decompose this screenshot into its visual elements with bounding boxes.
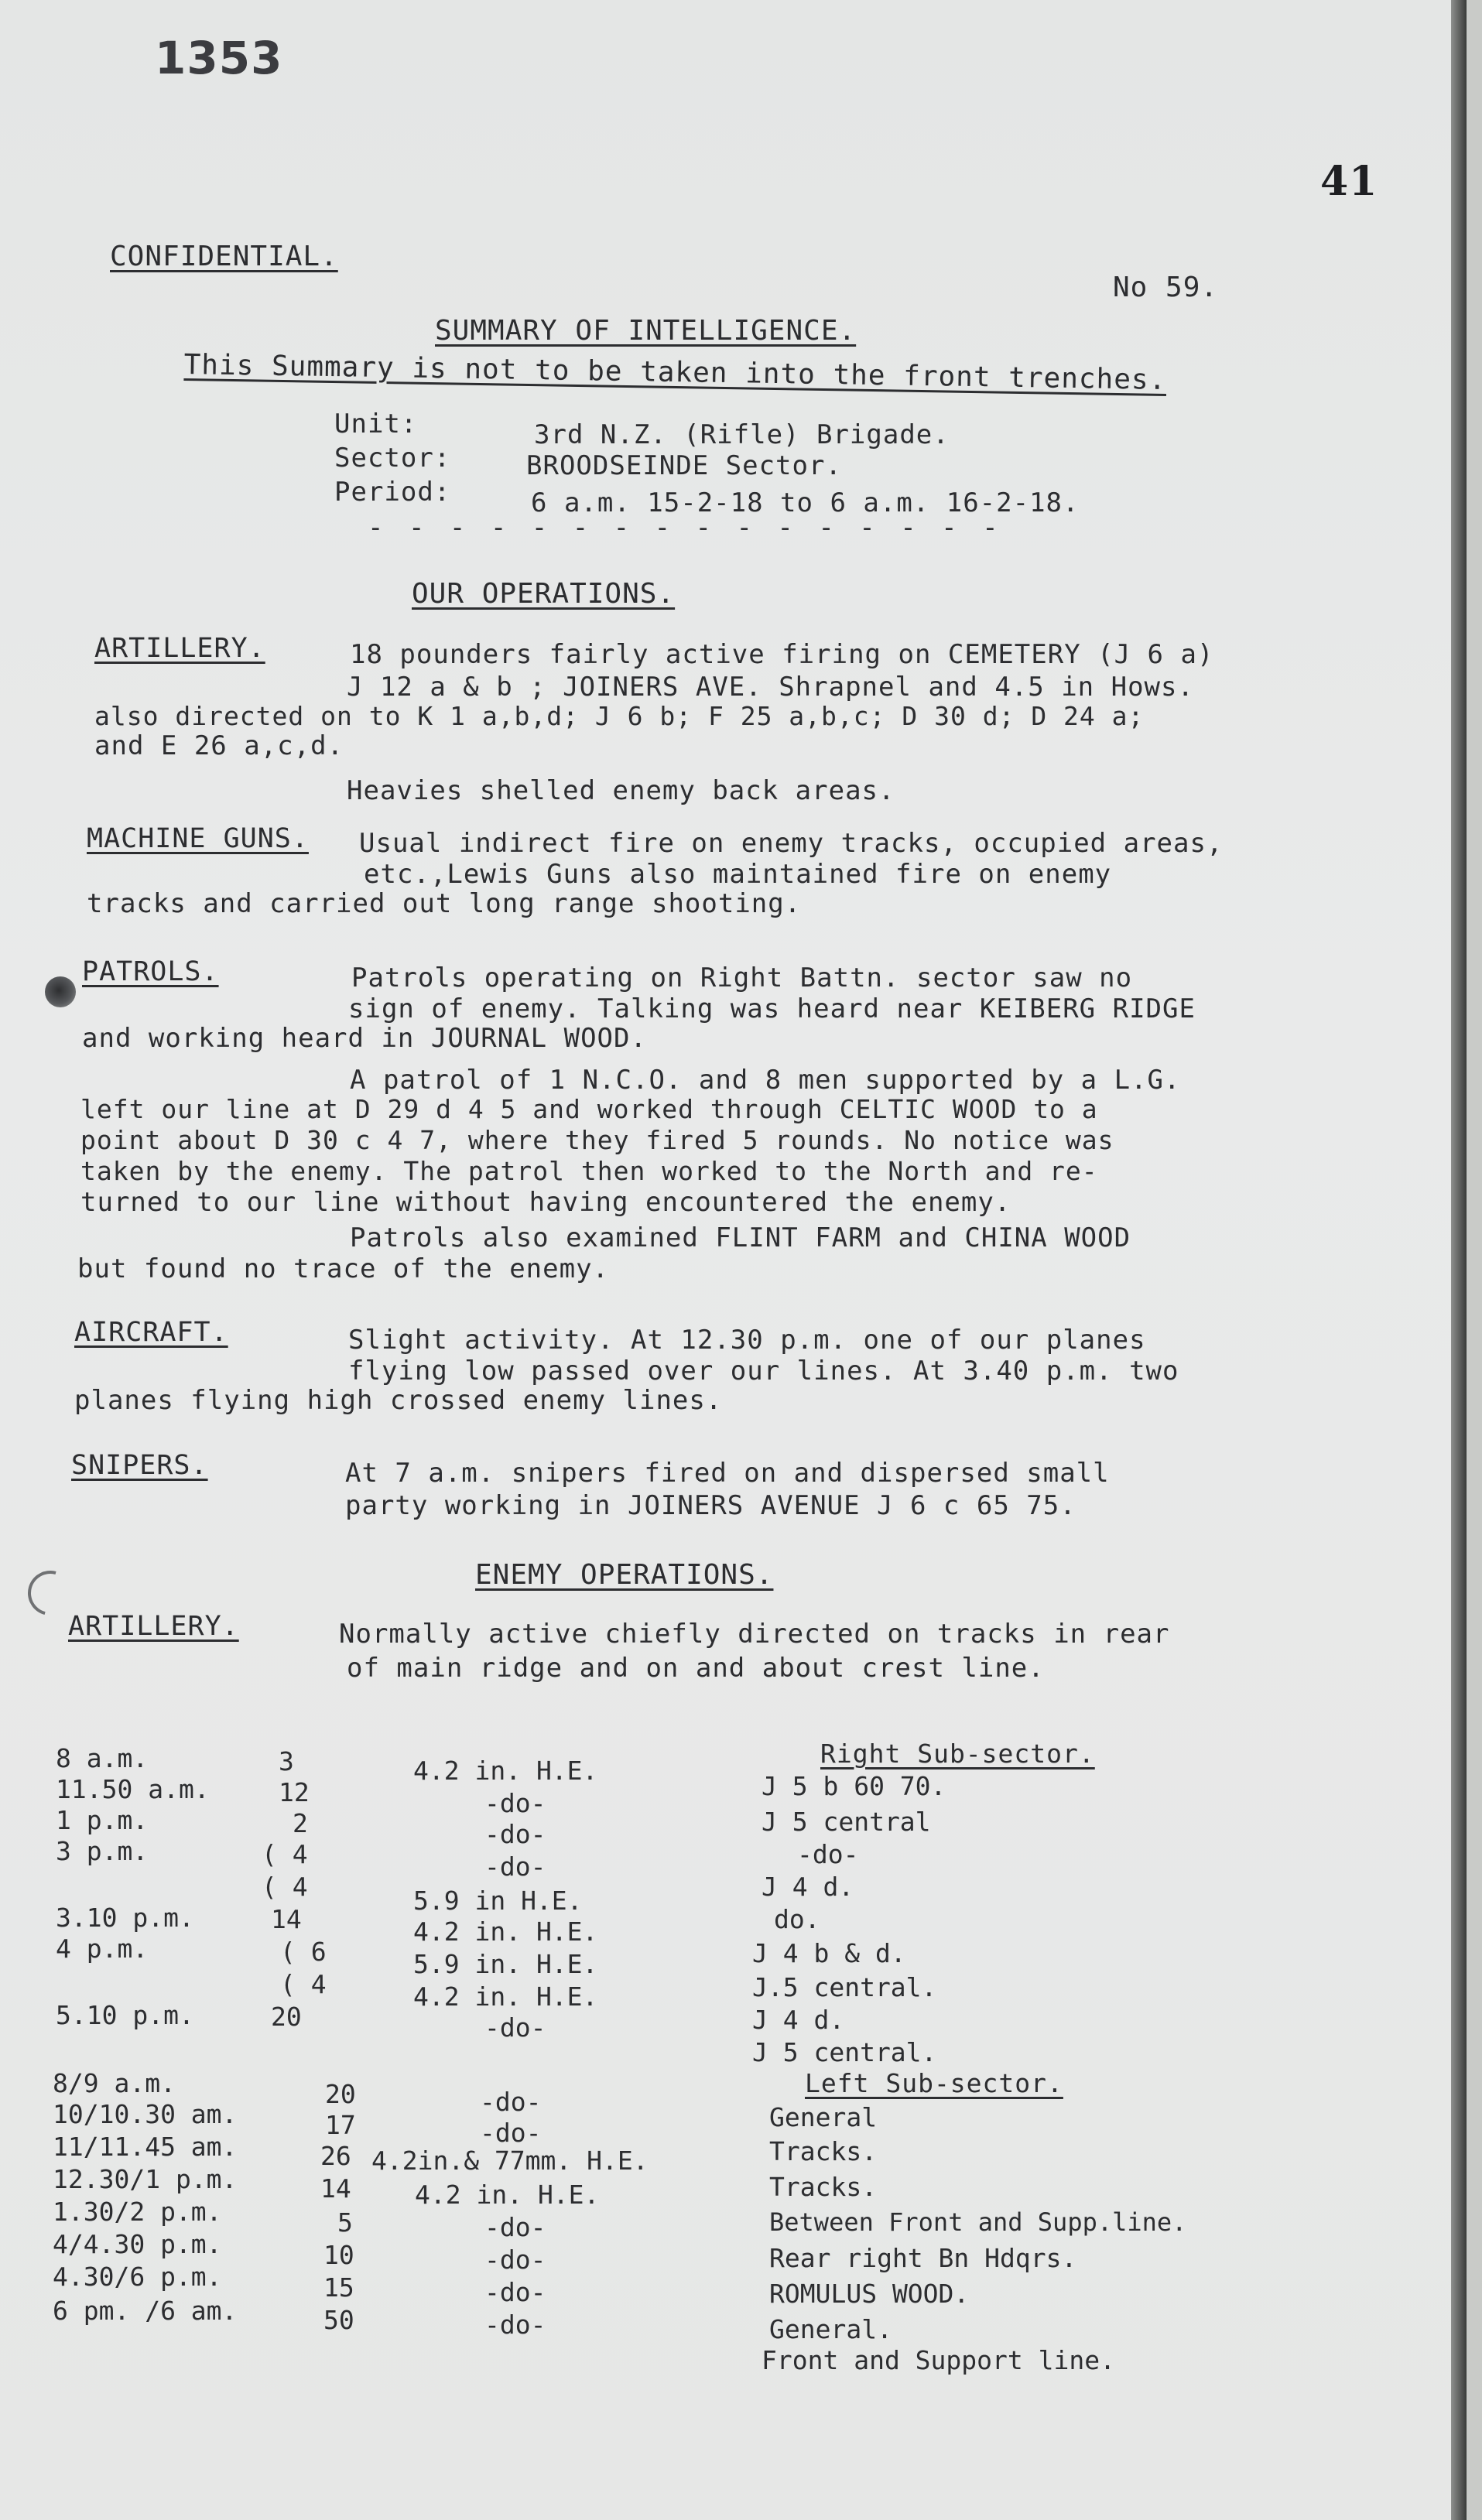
body-line: but found no trace of the enemy. [77,1253,610,1284]
table-cell-rounds: 3 [279,1746,294,1776]
table-cell-target: Rear right Bn Hdqrs. [769,2243,1077,2273]
table-cell-calibre: -do- [484,2310,546,2340]
body-line: 18 pounders fairly active firing on CEMETERY (J 6 a) [350,639,1214,670]
table-cell-rounds: ( 4 [262,1839,308,1869]
body-line: point about D 30 c 4 7, where they fired 5 rounds. No notice was [80,1125,1114,1155]
table-cell-target: J 5 b 60 70. [762,1771,946,1801]
serial-number: No 59. [1113,272,1219,303]
body-line: Slight activity. At 12.30 p.m. one of our planes [348,1325,1146,1356]
table-cell-rounds: ( 4 [262,1872,308,1902]
table-cell-target: J 4 d. [762,1872,854,1902]
table-cell-target: Tracks. [769,2172,878,2202]
body-line: Usual indirect fire on enemy tracks, occupied areas, [359,828,1224,859]
table-cell-target: ROMULUS WOOD. [769,2279,970,2309]
patrols-label: PATROLS. [82,956,219,987]
table-cell-time: 5.10 p.m. [56,2000,194,2030]
table-cell-rounds: 20 [325,2079,356,2109]
our-operations-heading: OUR OPERATIONS. [412,578,676,610]
table-cell-calibre: 4.2in.& 77mm. H.E. [371,2146,649,2176]
table-cell-calibre: -do- [484,2012,546,2043]
table-cell-time: 8/9 a.m. [53,2068,176,2098]
table-cell-time: 11.50 a.m. [56,1774,210,1804]
body-line: J 12 a & b ; JOINERS AVE. Shrapnel and 4.5 in Hows. [347,672,1194,703]
table-cell-rounds: 2 [293,1808,308,1838]
warning-line: This Summary is not to be taken into the front trenches. [183,349,1167,396]
table-cell-calibre: 5.9 in H.E. [413,1886,583,1916]
table-cell-calibre: -do- [484,2212,546,2242]
table-cell-time: 6 pm. /6 am. [53,2296,238,2326]
table-cell-time: 4/4.30 p.m. [53,2229,222,2259]
table-cell-rounds: 12 [279,1777,310,1807]
table-cell-rounds: ( 6 [280,1937,327,1967]
table-cell-time: 10/10.30 am. [53,2099,238,2129]
table-cell-rounds: 14 [271,1904,302,1934]
our-artillery-label: ARTILLERY. [94,633,265,664]
body-line: planes flying high crossed enemy lines. [74,1385,723,1416]
enemy-operations-heading: ENEMY OPERATIONS. [475,1559,774,1591]
sector-value: BROODSEINDE Sector. [526,450,842,481]
table-cell-calibre: 4.2 in. H.E. [413,1916,598,1947]
table-cell-target: -do- [797,1839,859,1869]
unit-label: Unit: [334,409,418,439]
table-cell-time: 1.30/2 p.m. [53,2197,222,2227]
enemy-artillery-label: ARTILLERY. [68,1611,239,1642]
table-cell-calibre: -do- [480,2087,542,2117]
folio-number: 41 [1320,158,1378,205]
table-cell-rounds: 20 [271,2002,302,2032]
body-line: Heavies shelled enemy back areas. [347,775,895,806]
table-cell-calibre: 4.2 in. H.E. [413,1981,598,2012]
table-cell-time: 4.30/6 p.m. [53,2262,222,2292]
table-cell-calibre: -do- [484,2245,546,2275]
table-cell-calibre: 4.2 in. H.E. [415,2180,600,2210]
table-cell-rounds: ( 4 [280,1969,327,1999]
stamp-number: 1353 [155,32,283,84]
table-cell-target: Tracks. [769,2136,878,2166]
snipers-label: SNIPERS. [71,1450,208,1481]
table-cell-rounds: 50 [323,2305,354,2335]
body-line: Patrols also examined FLINT FARM and CHINA WOOD [350,1222,1131,1253]
table-cell-time: 11/11.45 am. [53,2132,238,2162]
table-cell-rounds: 26 [320,2141,351,2171]
right-subsector-heading: Right Sub-sector. [820,1739,1095,1769]
body-line: flying low passed over our lines. At 3.40 p.m. two [348,1356,1179,1387]
unit-value: 3rd N.Z. (Rifle) Brigade. [534,419,950,450]
table-cell-rounds: 17 [325,2110,356,2140]
table-cell-calibre: 5.9 in. H.E. [413,1949,598,1979]
table-cell-target: Between Front and Supp.line. [769,2207,1187,2237]
sector-label: Sector: [334,443,451,474]
table-cell-time: 4 p.m. [56,1934,149,1964]
table-cell-time: 8 a.m. [56,1743,149,1773]
table-cell-calibre: -do- [484,1852,546,1882]
body-line: also directed on to K 1 a,b,d; J 6 b; F 25 a,b,c; D 30 d; D 24 a; [94,701,1145,731]
body-line: left our line at D 29 d 4 5 and worked through CELTIC WOOD to a [80,1094,1098,1124]
table-cell-rounds: 14 [320,2173,351,2204]
table-cell-target: J.5 central. [752,1972,937,2002]
table-cell-calibre: -do- [484,1819,546,1849]
table-cell-target: do. [774,1904,820,1934]
table-cell-calibre: -do- [484,2277,546,2307]
page-edge-shadow [1451,0,1467,2520]
body-line: Patrols operating on Right Battn. sector saw no [351,963,1133,993]
body-line: A patrol of 1 N.C.O. and 8 men supported by a L.G. [350,1065,1181,1096]
body-line: At 7 a.m. snipers fired on and dispersed small [345,1458,1110,1489]
period-label: Period: [334,477,451,508]
table-cell-target: J 5 central. [752,2037,937,2067]
table-cell-rounds: 5 [337,2207,353,2238]
table-cell-time: 1 p.m. [56,1805,149,1835]
body-line: tracks and carried out long range shooting. [87,888,802,919]
body-line: etc.,Lewis Guns also maintained fire on enemy [364,859,1112,890]
table-cell-target: General. [769,2314,892,2344]
period-value: 6 a.m. 15-2-18 to 6 a.m. 16-2-18. [531,487,1080,518]
table-cell-calibre: -do- [484,1788,546,1818]
table-cell-target: J 5 central [762,1807,931,1837]
machine-guns-label: MACHINE GUNS. [87,823,309,854]
document-title: SUMMARY OF INTELLIGENCE. [435,315,857,347]
body-line: taken by the enemy. The patrol then worked to the North and re- [80,1156,1098,1186]
dash-rule: - - - - - - - - - - - - - - - - [368,512,1003,543]
punch-hole [45,976,76,1007]
table-cell-time: 3.10 p.m. [56,1903,194,1933]
body-line: of main ridge and on and about crest line. [347,1653,1045,1684]
body-line: and E 26 a,c,d. [94,730,344,761]
body-line: turned to our line without having encountered the enemy. [80,1187,1011,1218]
table-cell-calibre: -do- [480,2118,542,2148]
table-cell-target: J 4 d. [752,2005,845,2035]
body-line: sign of enemy. Talking was heard near KEIBERG RIDGE [348,993,1196,1024]
body-line: and working heard in JOURNAL WOOD. [82,1023,647,1054]
table-cell-target: J 4 b & d. [752,1938,906,1968]
table-cell-time: 12.30/1 p.m. [53,2164,238,2194]
aircraft-label: AIRCRAFT. [74,1317,228,1348]
table-cell-target: General [769,2102,878,2132]
left-subsector-heading: Left Sub-sector. [805,2068,1063,2098]
table-cell-calibre: 4.2 in. H.E. [413,1756,598,1786]
table-cell-rounds: 15 [323,2272,354,2303]
body-line: Normally active chiefly directed on tracks in rear [339,1619,1170,1650]
table-cell-rounds: 10 [323,2240,354,2270]
body-line: party working in JOINERS AVENUE J 6 c 65 75. [345,1490,1076,1521]
classification: CONFIDENTIAL. [110,241,338,272]
table-cell-time: 3 p.m. [56,1836,149,1866]
table-cell-target: Front and Support line. [762,2345,1115,2375]
